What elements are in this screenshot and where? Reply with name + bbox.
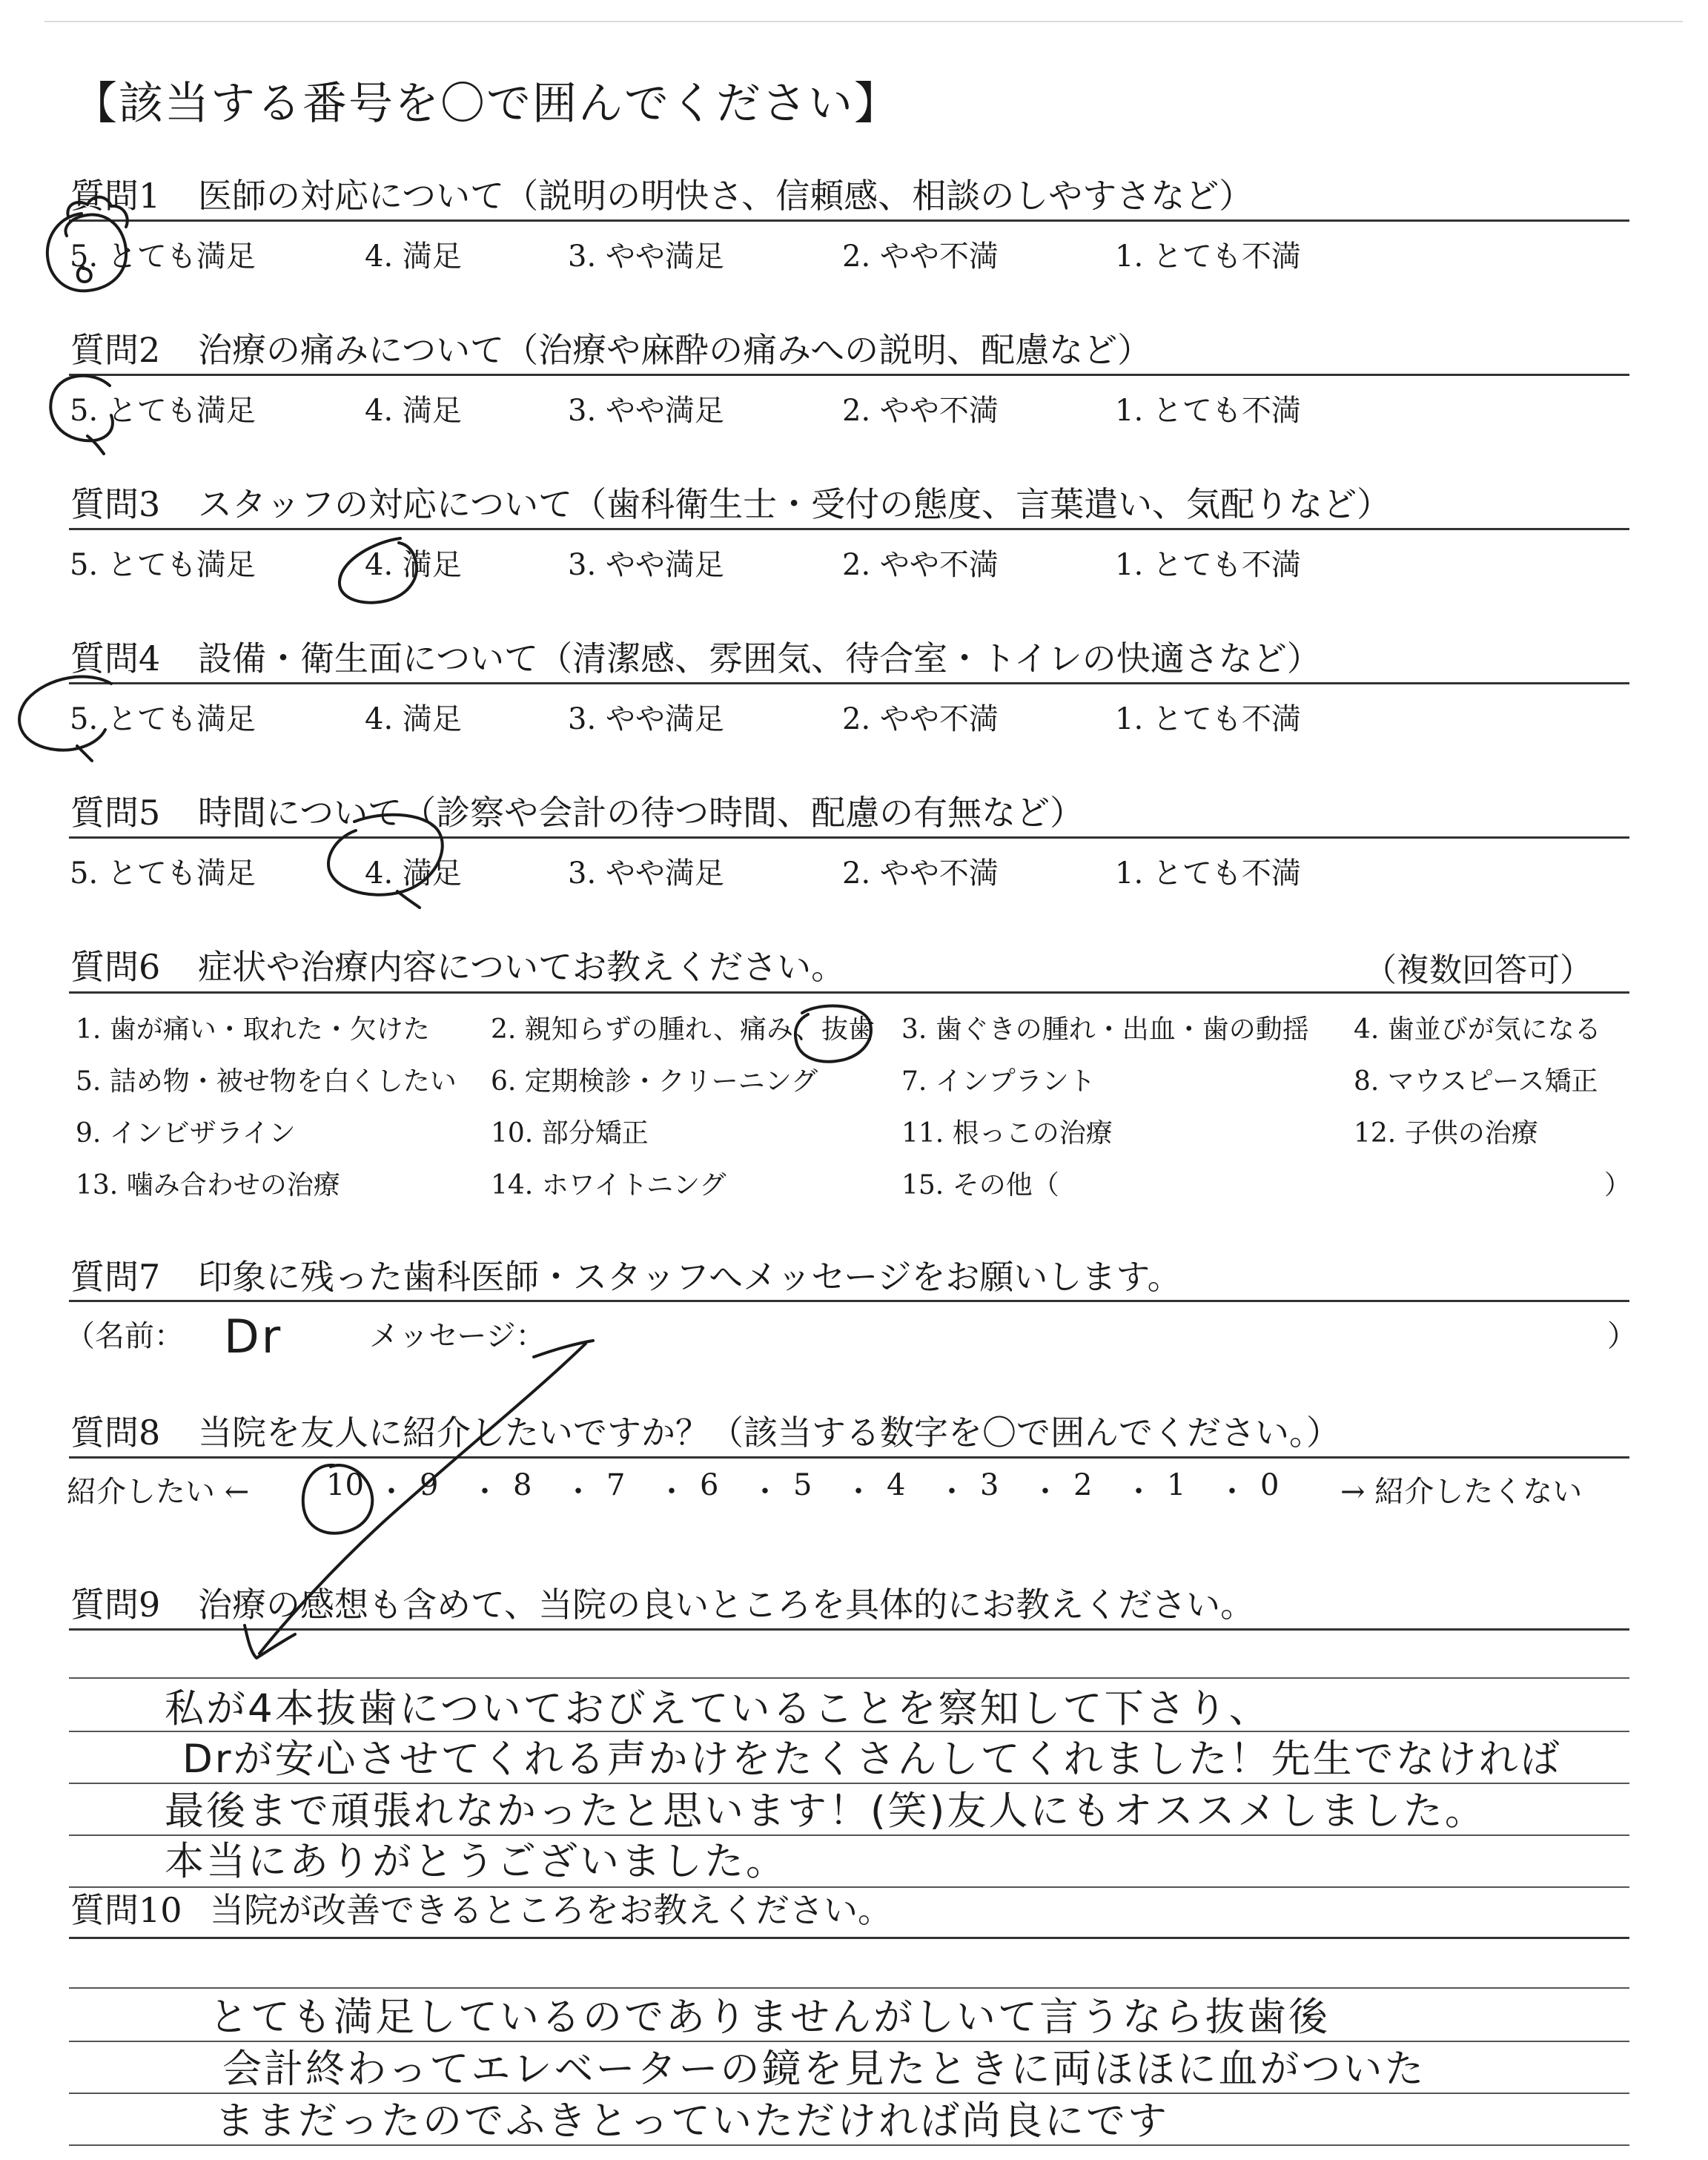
q1-option-1[interactable]: 1. とても不満 [1115, 240, 1301, 274]
q7-message-label: メッセージ： [369, 1319, 546, 1353]
q8-number: 質問8 [70, 1413, 161, 1453]
q10-answer-line-3: ままだったのでふきとっていただければ尚良にです [215, 2098, 1169, 2144]
q6-number: 質問6 [70, 947, 161, 987]
q5-option-5[interactable]: 5. とても満足 [70, 856, 256, 891]
q8-scale-5[interactable]: 5 [793, 1468, 812, 1502]
q6-text: 症状や治療内容についてお教えください。 [198, 947, 846, 987]
q6-multiple-note: （複数回答可） [1364, 951, 1592, 989]
q10-answer-line-2: 会計終わってエレベーターの鏡を見たときに両ほほに血がついた [222, 2047, 1426, 2092]
q8-scale-7[interactable]: 7 [606, 1468, 626, 1502]
q2-option-1[interactable]: 1. とても不満 [1115, 394, 1301, 428]
q3-option-4[interactable]: 4. 満足 [365, 548, 462, 582]
q6-option-3[interactable]: 3. 歯ぐきの腫れ・出血・歯の動揺 [901, 1014, 1309, 1045]
q6-option-16: ） [1604, 1170, 1632, 1200]
q8-scale-separator: ・ [1217, 1475, 1247, 1509]
q8-scale-1[interactable]: 1 [1167, 1468, 1186, 1502]
q2-option-4[interactable]: 4. 満足 [365, 394, 462, 428]
q1-small-loop-mark [78, 267, 91, 282]
q6-option-10[interactable]: 10. 部分矯正 [491, 1118, 649, 1149]
q1-option-2[interactable]: 2. やや不満 [842, 240, 999, 274]
q7-name-value: Dr [224, 1309, 283, 1364]
q3-text: スタッフの対応について（歯科衛生士・受付の態度、言葉遣い、気配りなど） [198, 484, 1391, 524]
q8-scale-separator: ・ [377, 1475, 406, 1509]
q5-number: 質問5 [70, 793, 161, 833]
q5-option-1[interactable]: 1. とても不満 [1115, 856, 1301, 891]
q8-scale-separator: ・ [937, 1475, 967, 1509]
q8-scale-9[interactable]: 9 [420, 1468, 439, 1502]
q1-cloud-mark [67, 197, 127, 227]
q6-option-7[interactable]: 7. インプラント [901, 1066, 1096, 1097]
q1-option-5[interactable]: 5. とても満足 [70, 240, 256, 274]
q8-scale-separator: ・ [750, 1475, 780, 1509]
q8-scale-separator: ・ [470, 1475, 500, 1509]
q6-option-6[interactable]: 6. 定期検診・クリーニング [491, 1066, 818, 1097]
q4-option-2[interactable]: 2. やや不満 [842, 702, 999, 736]
q5-option-2[interactable]: 2. やや不満 [842, 856, 999, 891]
q3-option-2[interactable]: 2. やや不満 [842, 548, 999, 582]
arrow-line-mark [259, 1344, 586, 1654]
q8-scale-separator: ・ [1030, 1475, 1060, 1509]
q1-text: 医師の対応について（説明の明快さ、信頼感、相談のしやすさなど） [198, 176, 1254, 216]
q8-scale-separator: ・ [563, 1475, 593, 1509]
q10-answer-line-1: とても満足しているのでありませんがしいて言うなら抜歯後 [209, 1995, 1330, 2040]
q5-text: 時間について（診察や会計の待つ時間、配慮の有無など） [198, 793, 1085, 833]
q4-number: 質問4 [70, 638, 161, 678]
q4-option-5[interactable]: 5. とても満足 [70, 702, 256, 736]
q1-number: 質問1 [70, 176, 161, 216]
q3-number: 質問3 [70, 484, 161, 524]
q8-left-label: 紹介したい ← [67, 1475, 250, 1509]
q7-close-paren: ） [1607, 1319, 1637, 1353]
q1-circle-mark [47, 214, 126, 291]
q4-text: 設備・衛生面について（清潔感、雰囲気、待合室・トイレの快適さなど） [198, 638, 1321, 678]
q4-circle-mark [19, 677, 111, 761]
q4-option-4[interactable]: 4. 満足 [365, 702, 462, 736]
q5-option-4[interactable]: 4. 満足 [365, 856, 462, 891]
q8-scale-2[interactable]: 2 [1073, 1468, 1093, 1502]
q9-number: 質問9 [70, 1585, 161, 1625]
q4-option-3[interactable]: 3. やや満足 [568, 702, 724, 736]
q6-option-12[interactable]: 12. 子供の治療 [1354, 1118, 1538, 1149]
q8-scale-6[interactable]: 6 [700, 1468, 719, 1502]
q6-option-8[interactable]: 8. マウスピース矯正 [1354, 1066, 1598, 1097]
arrow-top-hook-mark [534, 1341, 593, 1357]
q8-text: 当院を友人に紹介したいですか？（該当する数字を〇で囲んでください。） [198, 1413, 1340, 1453]
q7-name-label: （名前： [65, 1319, 184, 1353]
q10-text: 当院が改善できるところをお教えください。 [210, 1890, 892, 1930]
q9-text: 治療の感想も含めて、当院の良いところを具体的にお教えください。 [198, 1585, 1255, 1625]
q6-option-14[interactable]: 14. ホワイトニング [491, 1170, 726, 1200]
q6-option-15[interactable]: 15. その他（ [901, 1170, 1059, 1200]
q5-option-3[interactable]: 3. やや満足 [568, 856, 724, 891]
q8-scale-4[interactable]: 4 [887, 1468, 906, 1502]
q8-scale-separator: ・ [657, 1475, 686, 1509]
q7-number: 質問7 [70, 1257, 161, 1297]
q2-option-2[interactable]: 2. やや不満 [842, 394, 999, 428]
q8-scale-8[interactable]: 8 [513, 1468, 532, 1502]
q6-option-9[interactable]: 9. インビザライン [76, 1118, 296, 1149]
q6-option-1[interactable]: 1. 歯が痛い・取れた・欠けた [76, 1014, 430, 1045]
q3-option-1[interactable]: 1. とても不満 [1115, 548, 1301, 582]
q9-answer-line-3: 最後まで頑張れなかったと思います！(笑)友人にもオススメしました。 [165, 1789, 1486, 1834]
q1-option-4[interactable]: 4. 満足 [365, 240, 462, 274]
q6-option-13[interactable]: 13. 噛み合わせの治療 [76, 1170, 340, 1200]
q6-option-2[interactable]: 2. 親知らずの腫れ、痛み、抜歯 [491, 1014, 875, 1045]
q8-scale-3[interactable]: 3 [980, 1468, 999, 1502]
q3-option-5[interactable]: 5. とても満足 [70, 548, 256, 582]
q2-option-3[interactable]: 3. やや満足 [568, 394, 724, 428]
q8-scale-separator: ・ [844, 1475, 873, 1509]
q8-scale-0[interactable]: 0 [1260, 1468, 1280, 1502]
form-header: 【該当する番号を〇で囲んでください】 [73, 78, 900, 130]
q8-scale-separator: ・ [1124, 1475, 1153, 1509]
q3-circle-mark [340, 538, 417, 603]
q7-text: 印象に残った歯科医師・スタッフへメッセージをお願いします。 [198, 1257, 1182, 1297]
q4-option-1[interactable]: 1. とても不満 [1115, 702, 1301, 736]
q5-circle-mark [328, 815, 443, 908]
q1-option-3[interactable]: 3. やや満足 [568, 240, 724, 274]
q2-option-5[interactable]: 5. とても満足 [70, 394, 256, 428]
q6-circle-mark [795, 1006, 871, 1062]
q8-right-label: → 紹介したくない [1340, 1475, 1583, 1509]
q6-option-5[interactable]: 5. 詰め物・被せ物を白くしたい [76, 1066, 457, 1097]
q8-scale-10[interactable]: 10 [326, 1468, 364, 1502]
q6-option-11[interactable]: 11. 根っこの治療 [901, 1118, 1113, 1149]
q2-number: 質問2 [70, 330, 161, 370]
q3-option-3[interactable]: 3. やや満足 [568, 548, 724, 582]
q9-answer-line-2: Drが安心させてくれる声かけをたくさんしてくれました！先生でなければ [182, 1737, 1562, 1782]
q9-answer-line-1: 私が4本抜歯についておびえていることを察知して下さり、 [165, 1686, 1271, 1731]
q8-circle-mark [303, 1465, 373, 1533]
q2-text: 治療の痛みについて（治療や麻酔の痛みへの説明、配慮など） [198, 330, 1152, 370]
q9-answer-line-4: 本当にありがとうございました。 [165, 1839, 787, 1884]
q10-number: 質問10 [70, 1890, 182, 1930]
q2-circle-mark [50, 376, 113, 454]
q6-option-4[interactable]: 4. 歯並びが気になる [1354, 1014, 1601, 1045]
